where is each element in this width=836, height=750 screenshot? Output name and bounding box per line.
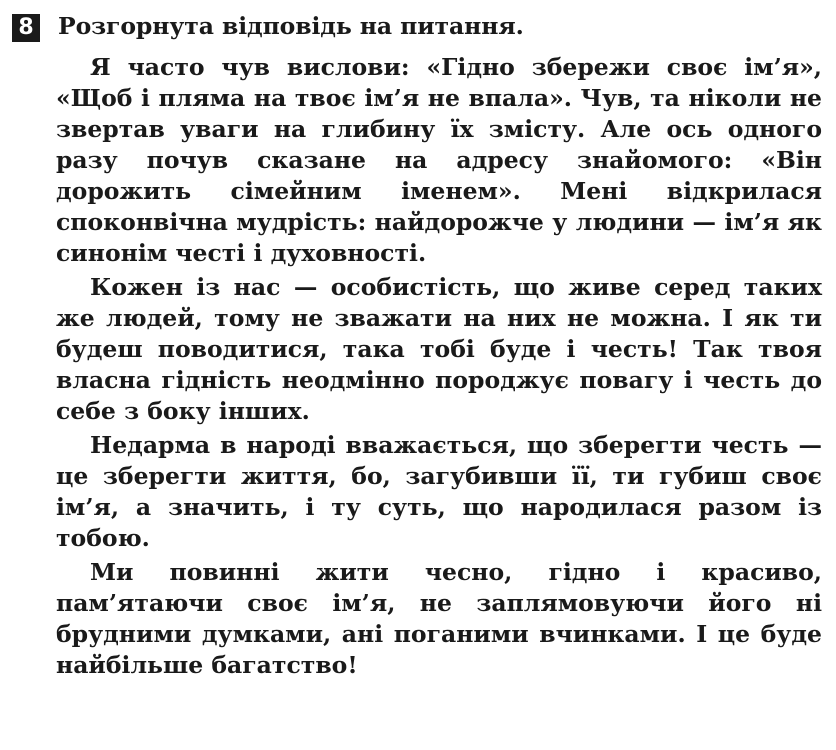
paragraph-2: Кожен із нас — особистість, що живе серед таких же людей, тому не зважати на них не можна. І як ти будеш поводитися, така тобі буде і честь! Так твоя власна гідність неодмінно породжує повагу і честь до себе з боку інших. xyxy=(56,273,822,425)
paragraph-3: Недарма в народі вважається, що зберегти честь — це зберегти життя, бо, загубивши її, ти губиш своє ім’я, а значить, і ту суть, що народилася разом із тобою. xyxy=(56,431,822,552)
paragraph-1: Я часто чув вислови: «Гідно збережи своє ім’я», «Щоб і пляма на твоє ім’я не впала». Чув, та ніколи не звертав уваги на глибину їх змісту. Але ось одного разу почув сказане на адресу знайомого: «Він дорожить сімейним іменем». Мені відкрилася споконвічна мудрість: найдорожче у людини — ім’я як синонім честі і духовності. xyxy=(56,53,822,267)
paragraph-4: Ми повинні жити чесно, гідно і красиво, пам’ятаючи своє ім’я, не заплямовуючи його ні брудними думками, ані поганими вчинками. І це буде найбільше багатство! xyxy=(56,558,822,679)
task-heading: Розгорнута відповідь на питання. xyxy=(58,12,524,40)
answer-text xyxy=(56,52,822,684)
task-number-badge: 8 xyxy=(12,14,40,42)
